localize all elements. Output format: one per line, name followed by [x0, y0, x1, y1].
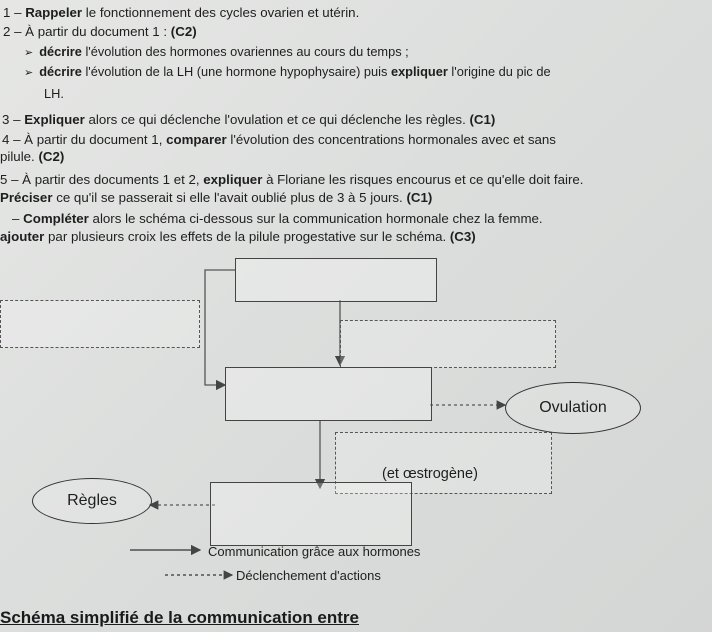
ovulation-label: Ovulation [539, 399, 607, 416]
regles-label: Règles [67, 492, 117, 509]
question-2-bullet-1: ➢ décrire l'évolution des hormones ovariennes au cours du temps ; [24, 44, 409, 59]
middle-box[interactable] [225, 367, 432, 421]
top-box[interactable] [235, 258, 437, 302]
legend-solid-label: Communication grâce aux hormones [208, 544, 421, 559]
legend-dashed-label: Déclenchement d'actions [236, 568, 381, 583]
question-6: – Compléter alors le schéma ci-dessous sur la communication hormonale chez la femme. [12, 211, 543, 226]
arrow-bullet-icon: ➢ [24, 47, 34, 59]
question-4-cont: pilule. (C2) [0, 149, 65, 164]
question-6-cont: ajouter par plusieurs croix les effets de la pilule progestative sur le schéma. (C3) [0, 229, 476, 244]
question-2: 2 – À partir du document 1 : (C2) [3, 24, 197, 39]
diagram-caption: Schéma simplifié de la communication entre [0, 608, 359, 627]
question-1: 1 – Rappeler le fonctionnement des cycles ovarien et utérin. [3, 5, 360, 20]
question-2-bullet-2: ➢ décrire l'évolution de la LH (une hormone hypophysaire) puis expliquer l'origine du pic de [24, 64, 551, 79]
question-4: 4 – À partir du document 1, comparer l'évolution des concentrations hormonales avec et sans [2, 132, 556, 147]
regles-ellipse [32, 478, 152, 524]
oestrogene-label: (et œstrogène) [382, 466, 478, 482]
ovulation-ellipse [505, 382, 641, 434]
bottom-box[interactable] [210, 482, 412, 546]
question-2-bullet-2-cont: LH. [44, 86, 64, 101]
question-5: 5 – À partir des documents 1 et 2, expliquer à Floriane les risques encourus et ce qu'elle doit faire. [0, 172, 584, 187]
right-dashed-box[interactable] [340, 320, 556, 368]
question-3: 3 – Expliquer alors ce qui déclenche l'ovulation et ce qui déclenche les règles. (C1) [2, 112, 496, 127]
arrow-bullet-icon: ➢ [24, 67, 34, 79]
left-dashed-box[interactable] [0, 300, 200, 348]
question-5-cont: Préciser ce qu'il se passerait si elle l'avait oublié plus de 3 à 5 jours. (C1) [0, 190, 433, 205]
